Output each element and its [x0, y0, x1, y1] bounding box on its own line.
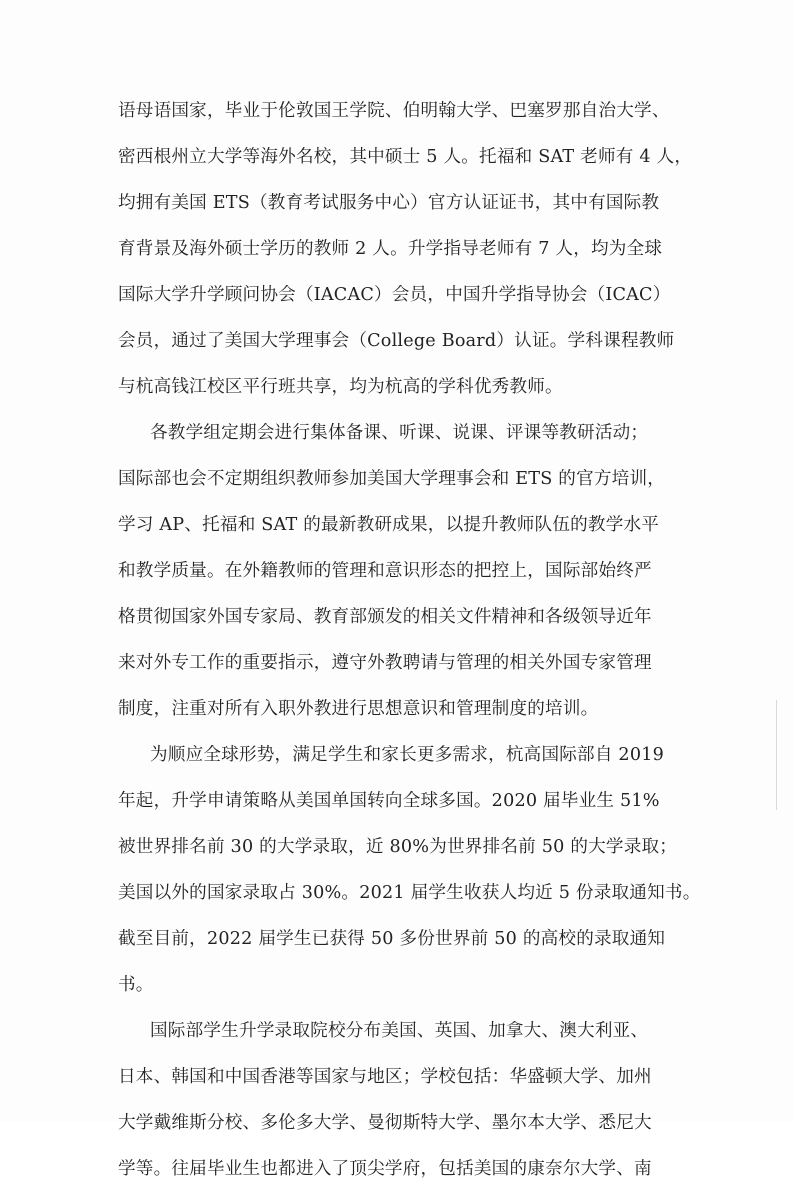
paragraph-2-line-3: 学习 AP、托福和 SAT 的最新教研成果，以提升教师队伍的教学水平 [118, 515, 660, 535]
paragraph-3-line-2: 年起，升学申请策略从美国单国转向全球多国。2020 届毕业生 51% [118, 791, 660, 811]
paragraph-3-line-6: 书。 [118, 975, 154, 995]
paragraph-4-line-3: 大学戴维斯分校、多伦多大学、曼彻斯特大学、墨尔本大学、悉尼大 [118, 1113, 652, 1133]
paragraph-3-line-1: 为顺应全球形势，满足学生和家长更多需求，杭高国际部自 2019 [150, 745, 665, 765]
paragraph-2-line-6: 来对外专工作的重要指示，遵守外教聘请与管理的相关外国专家管理 [118, 653, 652, 673]
paragraph-2-line-5: 格贯彻国家外国专家局、教育部颁发的相关文件精神和各级领导近年 [118, 607, 652, 627]
paragraph-4-line-4: 学等。往届毕业生也都进入了顶尖学府，包括美国的康奈尔大学、南 [118, 1159, 652, 1179]
paragraph-3-line-3: 被世界排名前 30 的大学录取，近 80%为世界排名前 50 的大学录取； [118, 837, 678, 857]
paragraph-2-line-2: 国际部也会不定期组织教师参加美国大学理事会和 ETS 的官方培训， [118, 469, 666, 489]
paragraph-2-line-1: 各教学组定期会进行集体备课、听课、说课、评课等教研活动； [150, 423, 649, 443]
paragraph-1-line-7: 与杭高钱江校区平行班共享，均为杭高的学科优秀教师。 [118, 377, 563, 397]
paragraph-3-line-4: 美国以外的国家录取占 30%。2021 届学生收获人均近 5 份录取通知书。 [118, 883, 701, 903]
paragraph-1-line-5: 国际大学升学顾问协会（IACAC）会员，中国升学指导协会（ICAC） [118, 285, 671, 305]
paragraph-2-line-4: 和教学质量。在外籍教师的管理和意识形态的把控上，国际部始终严 [118, 561, 652, 581]
paragraph-4-line-1: 国际部学生升学录取院校分布美国、英国、加拿大、澳大利亚、 [150, 1021, 649, 1041]
paragraph-1-line-6: 会员，通过了美国大学理事会（College Board）认证。学科课程教师 [118, 331, 675, 351]
paragraph-1-line-4: 育背景及海外硕士学历的教师 2 人。升学指导老师有 7 人，均为全球 [118, 239, 663, 259]
paragraph-4-line-2: 日本、韩国和中国香港等国家与地区；学校包括：华盛顿大学、加州 [118, 1067, 652, 1087]
scan-edge-mark [776, 700, 777, 810]
paragraph-1-line-3: 均拥有美国 ETS（教育考试服务中心）官方认证证书，其中有国际教 [118, 193, 660, 213]
paragraph-3-line-5: 截至目前，2022 届学生已获得 50 多份世界前 50 的高校的录取通知 [118, 929, 666, 949]
paragraph-1-line-2: 密西根州立大学等海外名校，其中硕士 5 人。托福和 SAT 老师有 4 人， [118, 147, 693, 167]
paragraph-1-line-1: 语母语国家，毕业于伦敦国王学院、伯明翰大学、巴塞罗那自治大学、 [118, 101, 670, 121]
paragraph-2-line-7: 制度，注重对所有入职外教进行思想意识和管理制度的培训。 [118, 699, 599, 719]
